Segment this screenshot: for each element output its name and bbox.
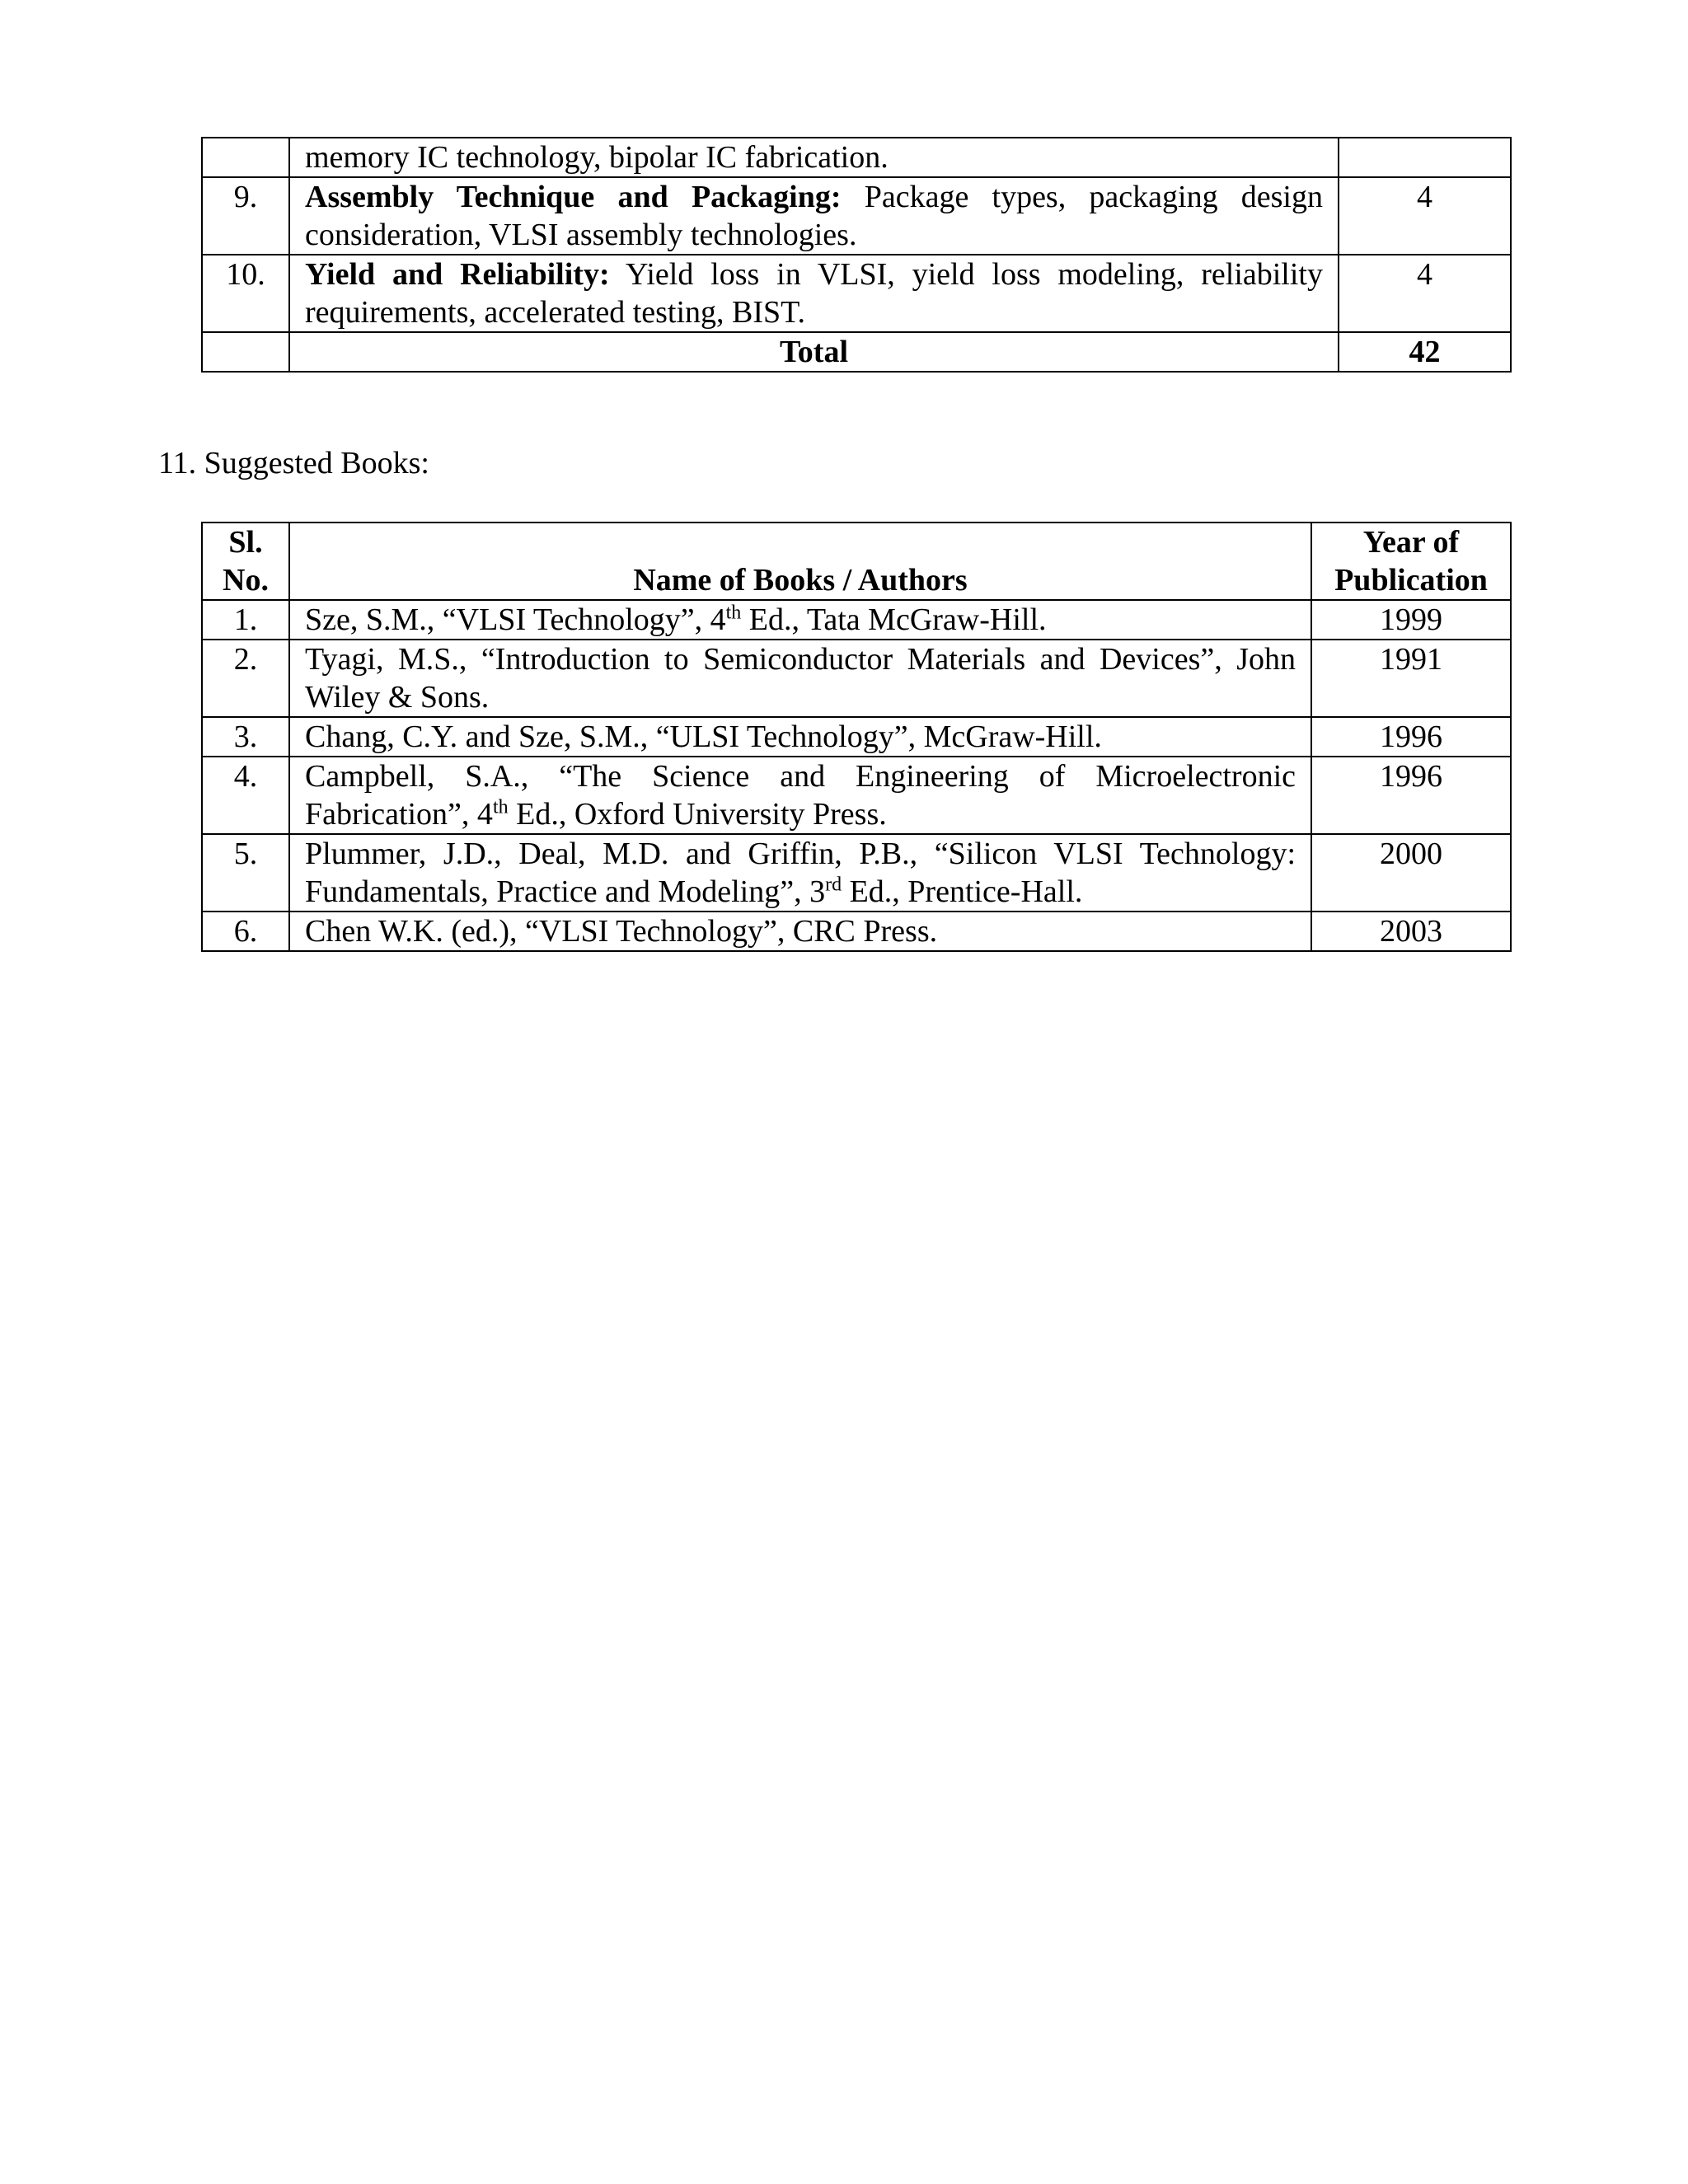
book-year: 1996 <box>1311 717 1511 757</box>
book-entry: Chang, C.Y. and Sze, S.M., “ULSI Technology”, McGraw-Hill. <box>289 717 1311 757</box>
topic-description <box>289 255 1339 332</box>
table-row <box>202 177 1511 255</box>
topic-text: memory IC technology, bipolar IC fabrication. <box>305 140 889 175</box>
book-year: 1999 <box>1311 600 1511 640</box>
book-year: 1996 <box>1311 757 1511 834</box>
sl-no-header: Sl. No. <box>202 523 289 600</box>
total-empty-cell <box>202 332 289 372</box>
topic-sl <box>202 138 289 177</box>
book-sl: 5. <box>202 834 289 912</box>
topic-hours: 4 <box>1339 255 1511 332</box>
topic-title: Yield and Reliability: <box>305 257 610 292</box>
table-row <box>202 600 1511 640</box>
table-row <box>202 640 1511 717</box>
book-sl: 2. <box>202 640 289 717</box>
book-year: 2003 <box>1311 912 1511 951</box>
book-sl: 4. <box>202 757 289 834</box>
topic-sl: 10. <box>202 255 289 332</box>
book-sl: 6. <box>202 912 289 951</box>
topic-description <box>289 138 1339 177</box>
table-row <box>202 757 1511 834</box>
total-label: Total <box>289 332 1339 372</box>
table-header-row <box>202 523 1511 600</box>
book-entry: Tyagi, M.S., “Introduction to Semiconductor Materials and Devices”, John Wiley & Sons. <box>289 640 1311 717</box>
book-entry: Plummer, J.D., Deal, M.D. and Griffin, P.B., “Silicon VLSI Technology: Fundamentals, Practice and Modeling”, 3rd Ed., Prentice-Hall. <box>289 834 1311 912</box>
book-year: 2000 <box>1311 834 1511 912</box>
topic-title: Assembly Technique and Packaging: <box>305 180 842 214</box>
book-name-header: Name of Books / Authors <box>289 523 1311 600</box>
table-row <box>202 912 1511 951</box>
book-year: 1991 <box>1311 640 1511 717</box>
suggested-books-table <box>201 522 1512 952</box>
topic-hours: 4 <box>1339 177 1511 255</box>
table-row <box>202 255 1511 332</box>
suggested-books-heading: 11. Suggested Books: <box>158 446 429 480</box>
course-topics-table <box>201 137 1512 373</box>
total-row <box>202 332 1511 372</box>
book-entry: Sze, S.M., “VLSI Technology”, 4th Ed., Tata McGraw-Hill. <box>289 600 1311 640</box>
book-entry: Chen W.K. (ed.), “VLSI Technology”, CRC Press. <box>289 912 1311 951</box>
table-row <box>202 717 1511 757</box>
book-sl: 1. <box>202 600 289 640</box>
topic-sl: 9. <box>202 177 289 255</box>
topic-text: Yield loss in VLSI, yield loss modeling, reliability requirements, accelerated testing, BIST. <box>305 257 1323 330</box>
topic-description <box>289 177 1339 255</box>
topic-hours <box>1339 138 1511 177</box>
total-hours: 42 <box>1339 332 1511 372</box>
book-entry: Campbell, S.A., “The Science and Engineering of Microelectronic Fabrication”, 4th Ed., Oxford University Press. <box>289 757 1311 834</box>
book-sl: 3. <box>202 717 289 757</box>
year-header: Year of Publication <box>1311 523 1511 600</box>
table-row <box>202 834 1511 912</box>
table-row <box>202 138 1511 177</box>
topic-text: Package types, packaging design consideration, VLSI assembly technologies. <box>305 180 1323 252</box>
